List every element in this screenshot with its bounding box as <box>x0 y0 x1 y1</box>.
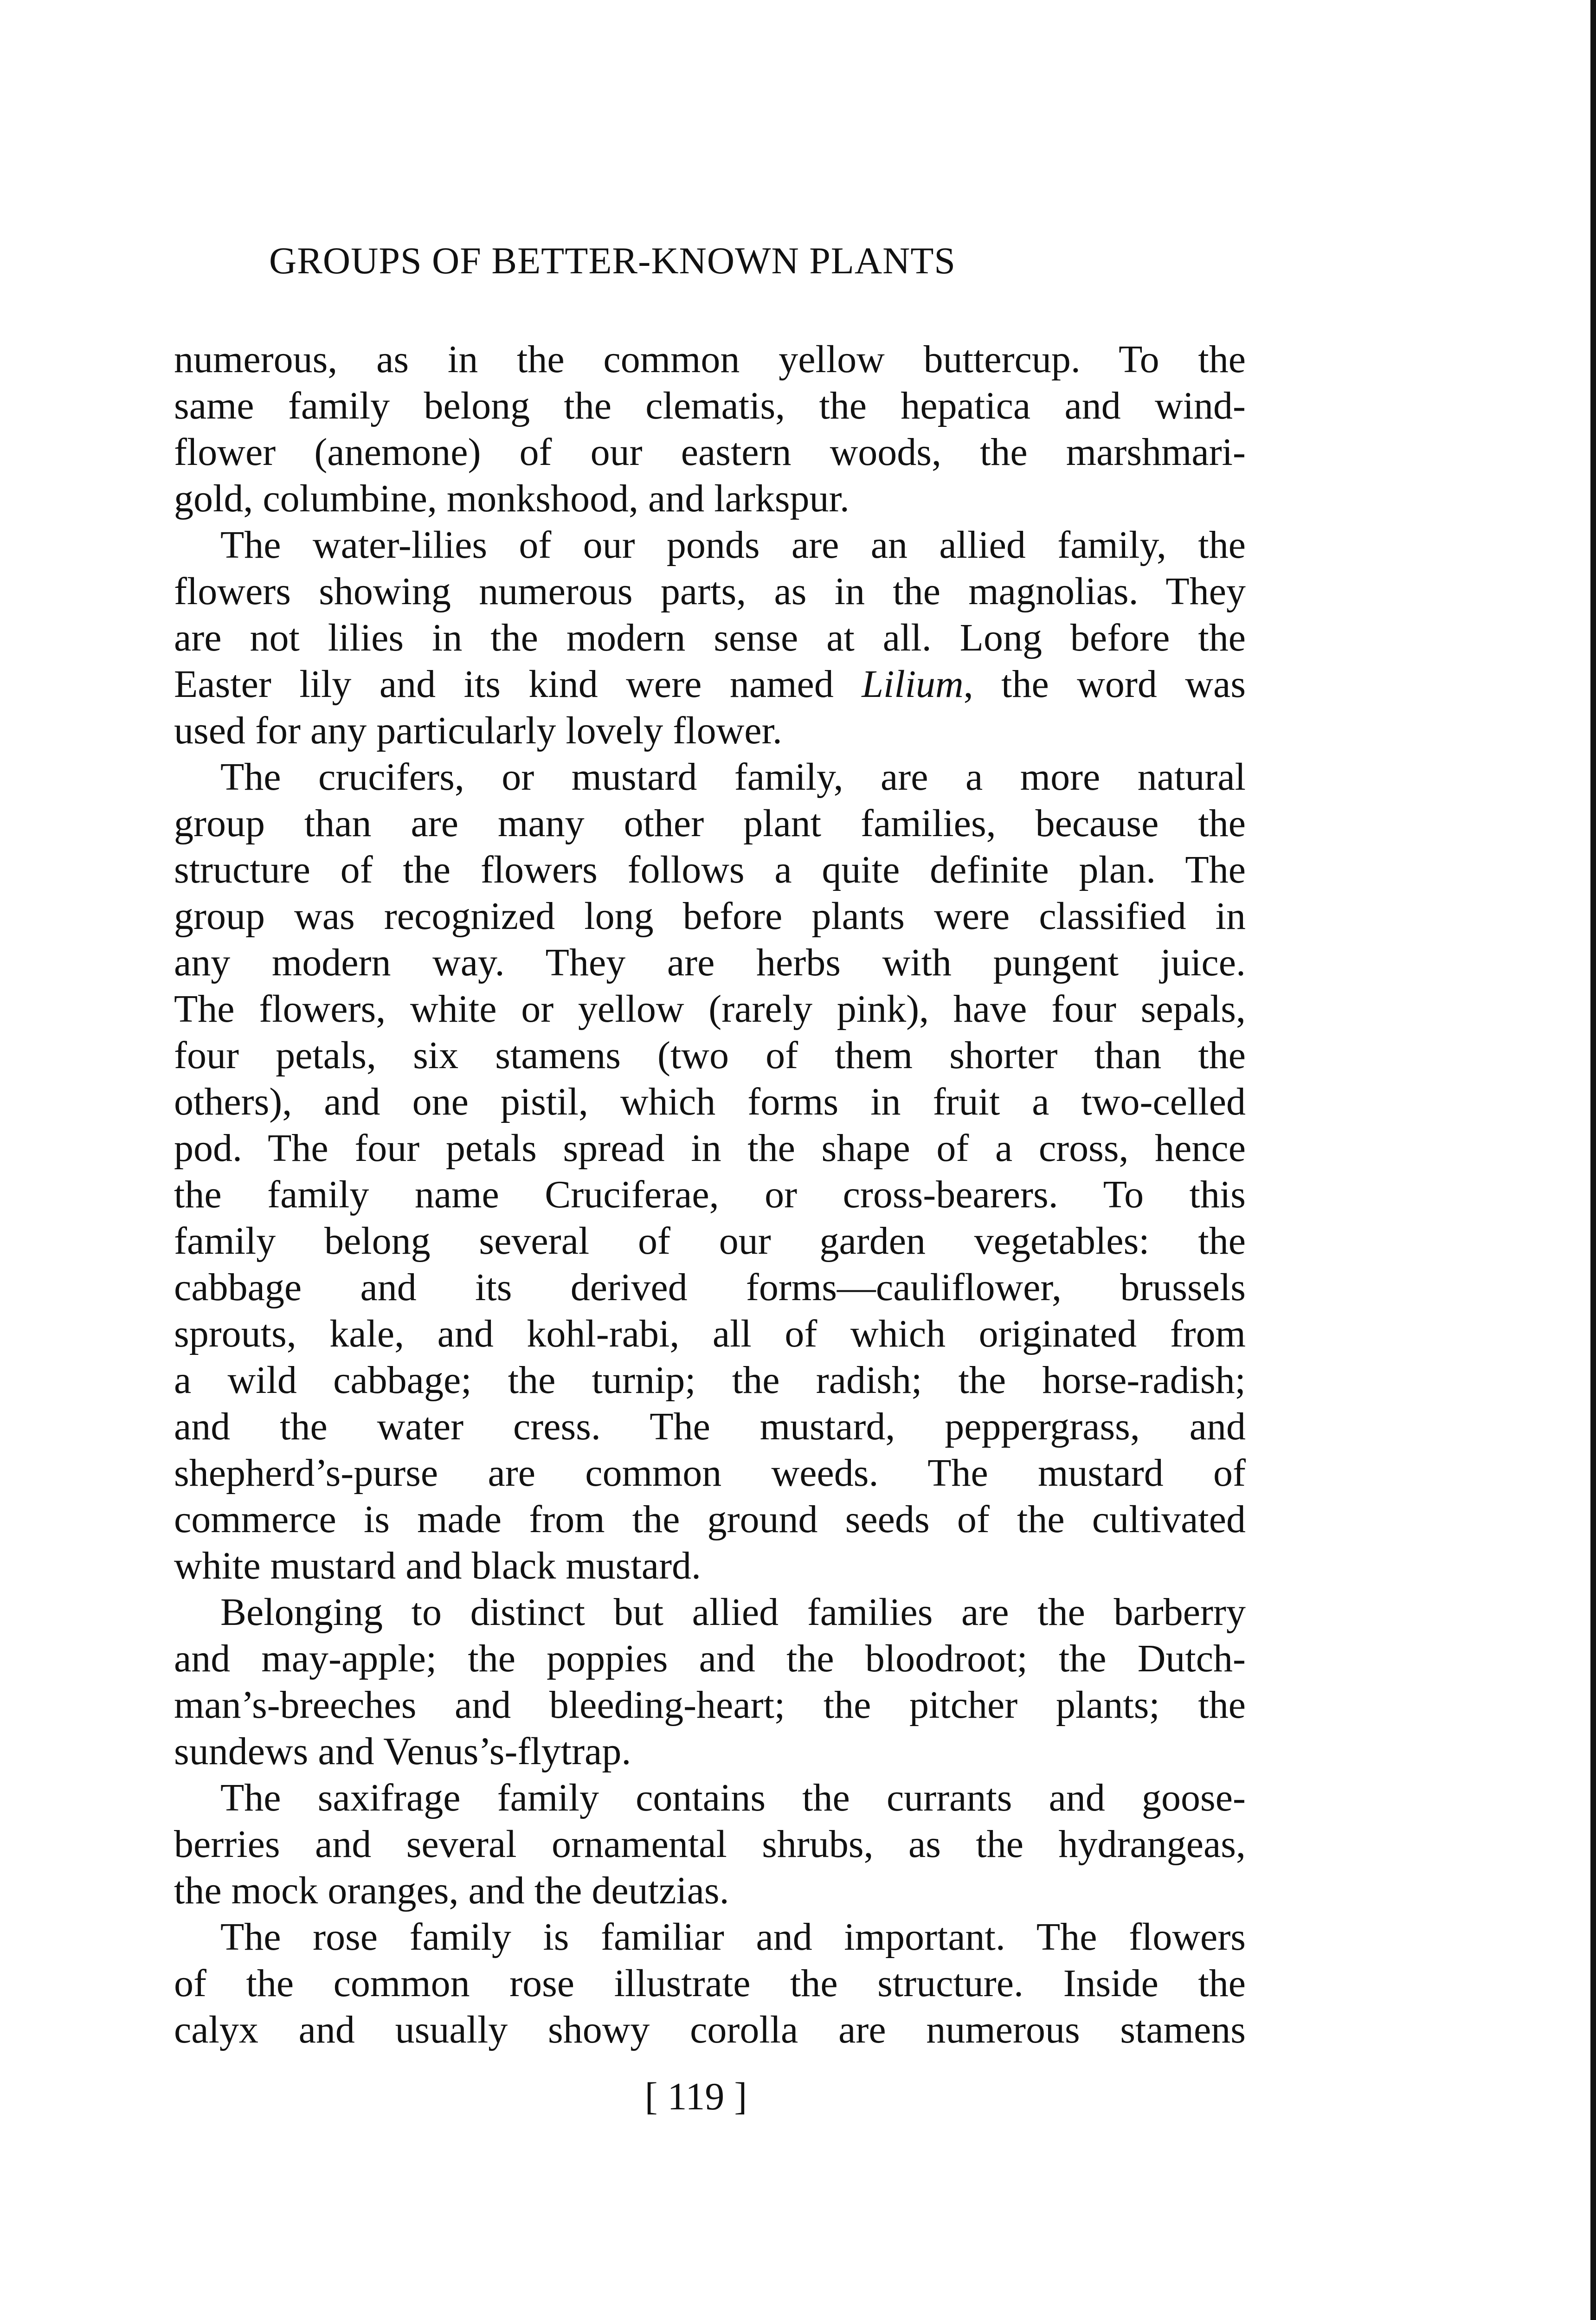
paragraph-first-line: The rose family is familiar and important. The flowers <box>220 1915 1246 1959</box>
body-text <box>174 336 1246 2053</box>
text-line: and the water cress. The mustard, peppergrass, and <box>174 1405 1246 1448</box>
italic-term: Lilium <box>862 663 964 706</box>
text-line: man’s-breeches and bleeding-heart; the pitcher plants; the <box>174 1683 1246 1727</box>
text-line: numerous, as in the common yellow buttercup. To the <box>174 338 1246 381</box>
text-line: four petals, six stamens (two of them shorter than the <box>174 1034 1246 1077</box>
text-line-with-italic <box>174 661 1246 708</box>
paragraph-end-line: the mock oranges, and the deutzias. <box>174 1869 729 1912</box>
page-edge <box>1590 0 1596 2320</box>
paragraph-end-line: used for any particularly lovely flower. <box>174 709 782 752</box>
running-head: GROUPS OF BETTER-KNOWN PLANTS <box>269 239 956 282</box>
text-line: family belong several of our garden vegetables: the <box>174 1219 1246 1263</box>
page-number: [ 119 ] <box>644 2075 747 2118</box>
text-line: a wild cabbage; the turnip; the radish; the horse-radish; <box>174 1359 1246 1402</box>
text-line: flowers showing numerous parts, as in the magnolias. They <box>174 570 1246 613</box>
text-run: Easter lily and its kind were named <box>174 663 862 706</box>
paragraph-first-line: The saxifrage family contains the currants and goose- <box>220 1776 1246 1819</box>
text-line: group than are many other plant families, because the <box>174 802 1246 845</box>
text-line: are not lilies in the modern sense at all. Long before the <box>174 616 1246 659</box>
text-line: berries and several ornamental shrubs, as the hydrangeas, <box>174 1823 1246 1866</box>
text-line: commerce is made from the ground seeds of the cultivated <box>174 1498 1246 1541</box>
text-line: any modern way. They are herbs with pungent juice. <box>174 941 1246 984</box>
text-line: structure of the flowers follows a quite definite plan. The <box>174 848 1246 891</box>
text-line: of the common rose illustrate the structure. Inside the <box>174 1962 1246 2005</box>
text-line: cabbage and its derived forms—cauliflower, brussels <box>174 1266 1246 1309</box>
text-line: and may-apple; the poppies and the bloodroot; the Dutch- <box>174 1637 1246 1680</box>
paragraph-end-line: gold, columbine, monkshood, and larkspur. <box>174 477 849 520</box>
text-line: shepherd’s-purse are common weeds. The mustard of <box>174 1451 1246 1495</box>
text-line: others), and one pistil, which forms in fruit a two-celled <box>174 1080 1246 1123</box>
paragraph-first-line: The water-lilies of our ponds are an allied family, the <box>220 523 1246 567</box>
paragraph-first-line: The crucifers, or mustard family, are a more natural <box>220 755 1246 799</box>
text-line: flower (anemone) of our eastern woods, the marshmari- <box>174 431 1246 474</box>
text-line: sprouts, kale, and kohl-rabi, all of which originated from <box>174 1312 1246 1355</box>
text-line: pod. The four petals spread in the shape of a cross, hence <box>174 1127 1246 1170</box>
paragraph-first-line: Belonging to distinct but allied families are the barberry <box>220 1591 1246 1634</box>
text-line: The flowers, white or yellow (rarely pink), have four sepals, <box>174 987 1246 1031</box>
text-run: , the word was <box>963 663 1246 706</box>
paragraph-end-line: sundews and Venus’s-flytrap. <box>174 1730 631 1773</box>
text-line: calyx and usually showy corolla are numerous stamens <box>174 2008 1246 2051</box>
text-line: the family name Cruciferae, or cross-bearers. To this <box>174 1173 1246 1216</box>
text-line: group was recognized long before plants were classified in <box>174 895 1246 938</box>
paragraph-end-line: white mustard and black mustard. <box>174 1544 701 1587</box>
text-line: same family belong the clematis, the hepatica and wind- <box>174 384 1246 427</box>
